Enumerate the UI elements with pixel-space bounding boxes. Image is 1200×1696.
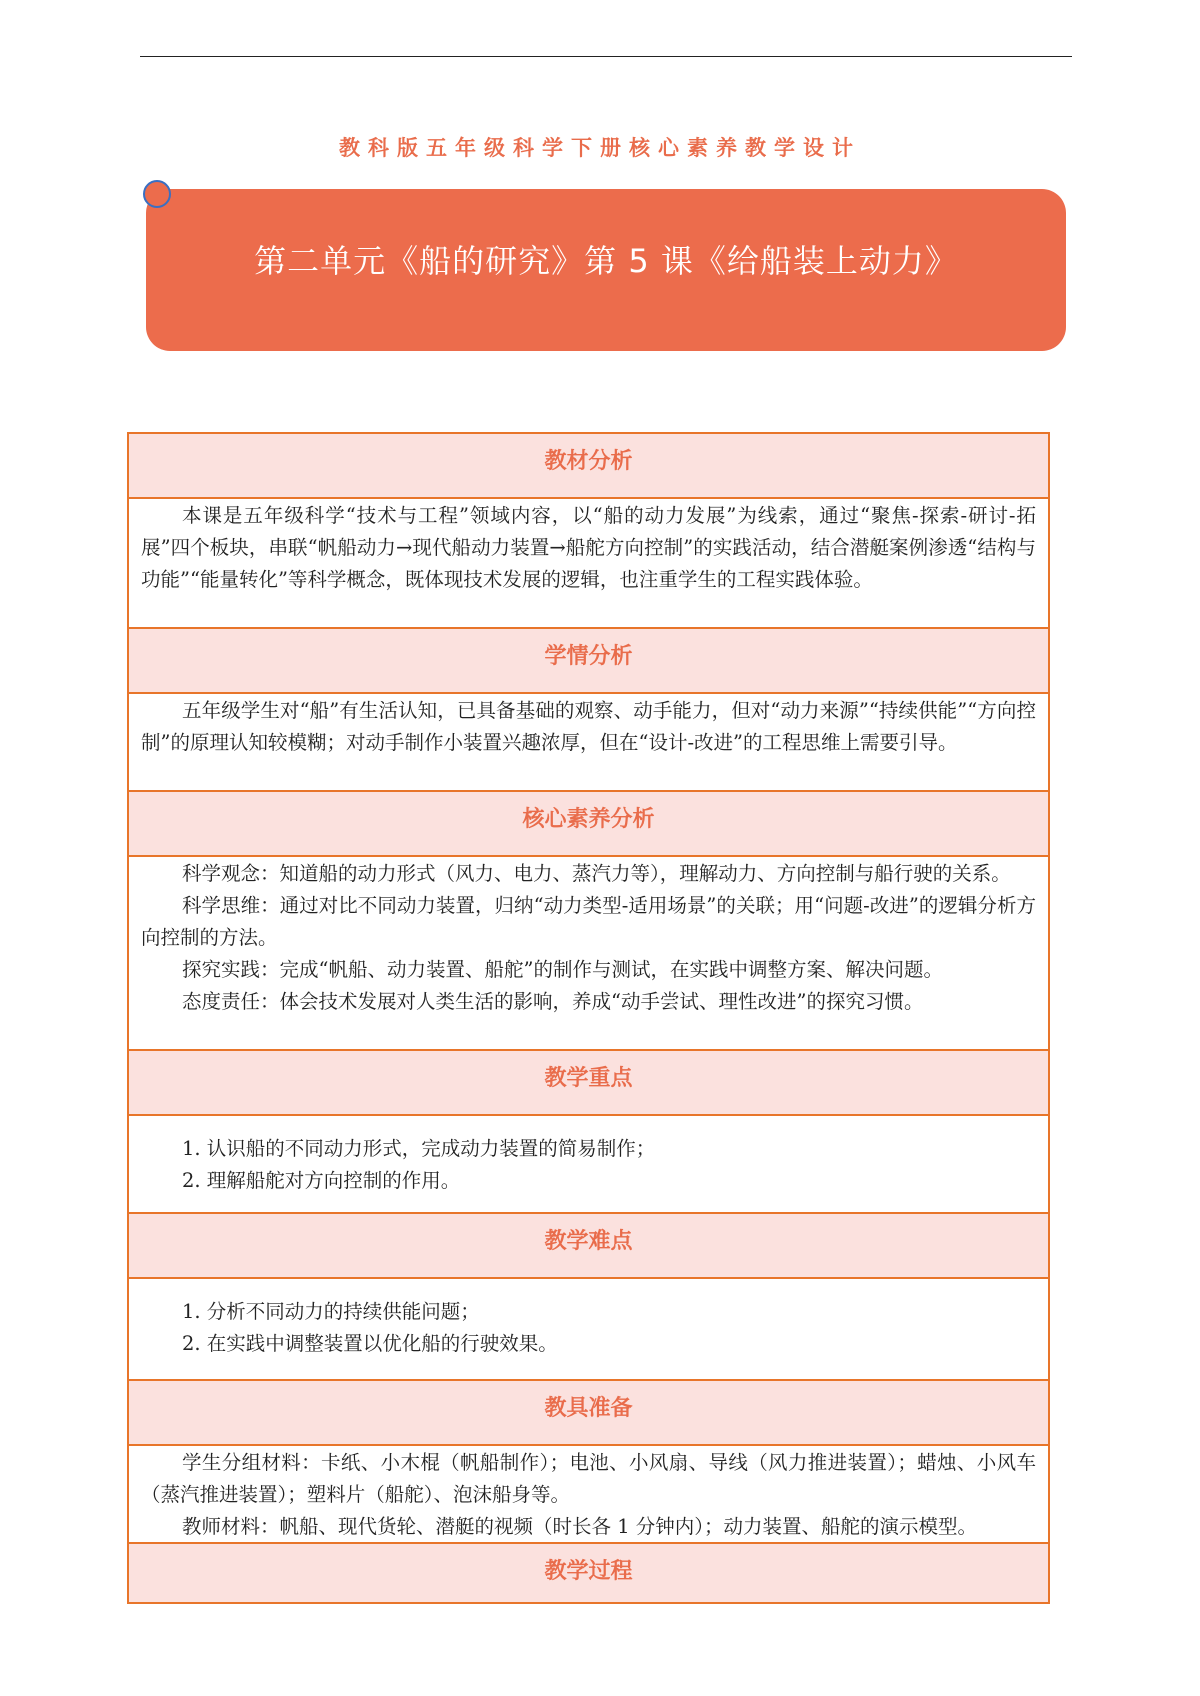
list-item: 2. 在实践中调整装置以优化船的行驶效果。 (182, 1332, 558, 1355)
section-body-student-analysis (129, 694, 1048, 792)
section-header-core-literacy: 核心素养分析 (129, 792, 1048, 857)
section-header-teaching-difficulty: 教学难点 (129, 1214, 1048, 1279)
section-body-core-literacy (129, 857, 1048, 1051)
paragraph: 教师材料：帆船、现代货轮、潜艇的视频（时长各 1 分钟内）；动力装置、船舵的演示模型。 (182, 1515, 978, 1538)
paragraph: 科学思维：通过对比不同动力装置，归纳“动力类型-适用场景”的关联；用“问题-改进”的逻辑分析方向控制的方法。 (141, 894, 1036, 949)
section-body-teaching-aids (129, 1446, 1048, 1544)
lesson-title-banner (146, 189, 1066, 351)
list-item: 1. 分析不同动力的持续供能问题； (182, 1300, 480, 1323)
lesson-title: 第二单元《船的研究》第 5 课《给船装上动力》 (254, 242, 958, 280)
section-header-teaching-aids: 教具准备 (129, 1381, 1048, 1446)
paragraph: 本课是五年级科学“技术与工程”领域内容，以“船的动力发展”为线索，通过“聚焦-探索-研讨-拓展”四个板块，串联“帆船动力→现代船动力装置→船舵方向控制”的实践活动，结合潜艇案例渗透“结构与功能”“能量转化”等科学概念，既体现技术发展的逻辑，也注重学生的工程实践体验。 (141, 504, 1036, 591)
lesson-design-table (127, 432, 1050, 1604)
section-header-teaching-process: 教学过程 (129, 1544, 1048, 1602)
paragraph: 学生分组材料：卡纸、小木棍（帆船制作）；电池、小风扇、导线（风力推进装置）；蜡烛、小风车（蒸汽推进装置）；塑料片（船舵）、泡沫船身等。 (141, 1451, 1036, 1506)
list-item: 1. 认识船的不同动力形式，完成动力装置的简易制作； (182, 1137, 656, 1160)
section-header-textbook-analysis: 教材分析 (129, 434, 1048, 499)
section-body-teaching-difficulty (129, 1279, 1048, 1381)
section-body-textbook-analysis (129, 499, 1048, 629)
top-rule (140, 56, 1072, 57)
banner-decorative-dot (143, 180, 171, 208)
paragraph: 探究实践：完成“帆船、动力装置、船舵”的制作与测试，在实践中调整方案、解决问题。 (182, 958, 943, 981)
list-item: 2. 理解船舵对方向控制的作用。 (182, 1169, 461, 1192)
paragraph: 五年级学生对“船”有生活认知，已具备基础的观察、动手能力，但对“动力来源”“持续供能”“方向控制”的原理认知较模糊；对动手制作小装置兴趣浓厚，但在“设计-改进”的工程思维上需要引导。 (141, 699, 1036, 754)
series-title: 教科版五年级科学下册核心素养教学设计 (339, 136, 861, 160)
paragraph: 态度责任：体会技术发展对人类生活的影响，养成“动手尝试、理性改进”的探究习惯。 (182, 990, 924, 1013)
section-header-teaching-focus: 教学重点 (129, 1051, 1048, 1116)
section-header-student-analysis: 学情分析 (129, 629, 1048, 694)
paragraph: 科学观念：知道船的动力形式（风力、电力、蒸汽力等），理解动力、方向控制与船行驶的关系。 (182, 862, 1011, 885)
section-body-teaching-focus (129, 1116, 1048, 1214)
